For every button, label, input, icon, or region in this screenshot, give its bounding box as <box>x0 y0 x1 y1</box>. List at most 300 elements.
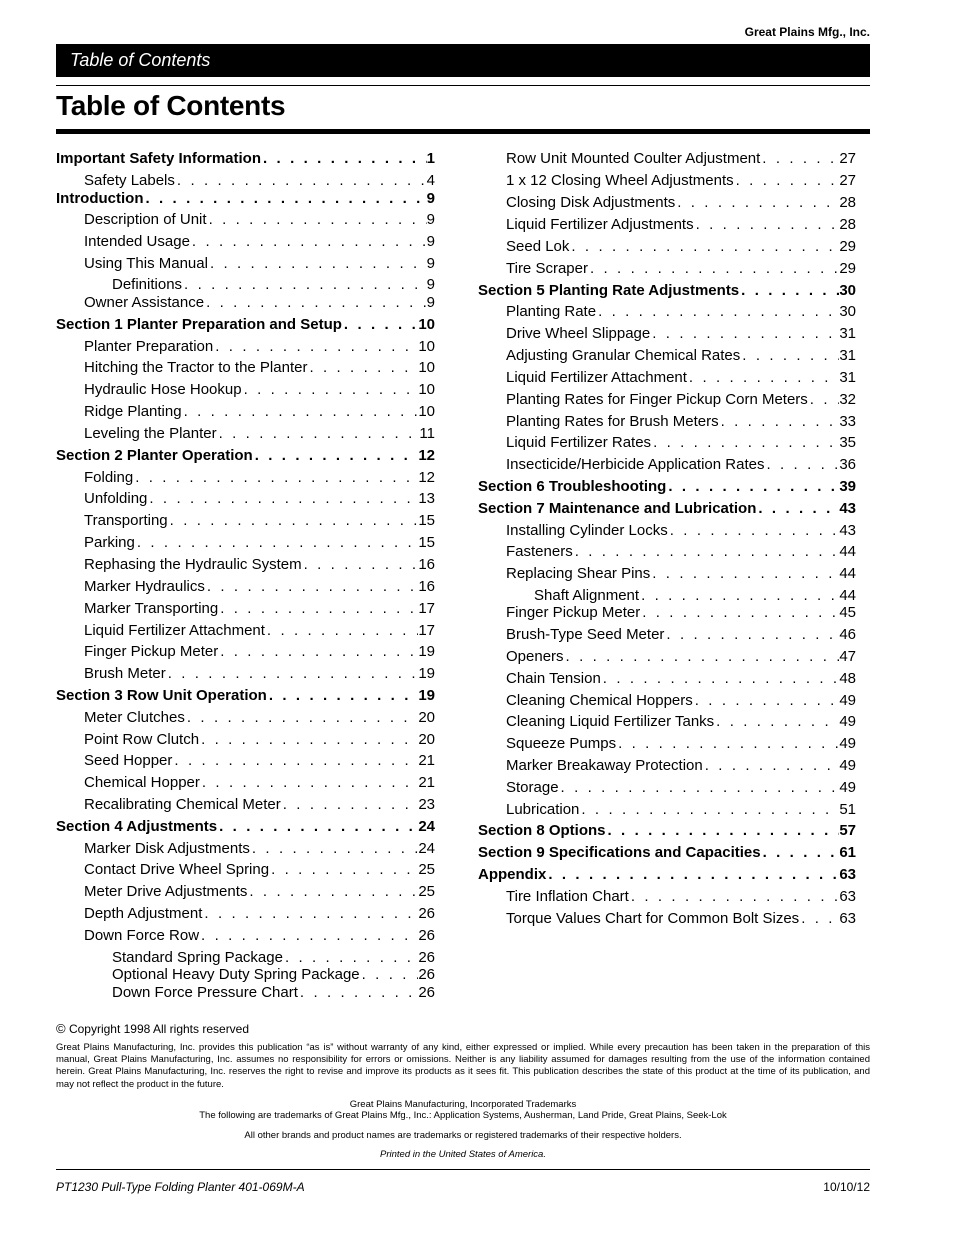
toc-entry <box>56 190 435 208</box>
toc-entry-title: Important Safety Information <box>56 150 262 167</box>
toc-entry-title: Storage <box>506 779 559 796</box>
toc-entry-title: Description of Unit <box>84 211 207 228</box>
toc-page-number: 63 <box>839 910 856 927</box>
toc-entry-title: Section 3 Row Unit Operation <box>56 687 267 704</box>
toc-entry-title: Optional Heavy Duty Spring Package <box>112 966 360 983</box>
toc-entry-title: Definitions <box>112 276 183 293</box>
toc-leader-dots <box>218 600 418 617</box>
toc-entry <box>478 500 856 518</box>
toc-entry <box>84 774 435 792</box>
toc-entry <box>84 403 435 421</box>
toc-entry <box>506 238 856 256</box>
toc-entry <box>506 604 856 622</box>
toc-leader-dots <box>199 731 418 748</box>
toc-leader-dots <box>360 966 419 983</box>
toc-entry-title: Closing Disk Adjustments <box>506 194 676 211</box>
toc-entry-title: Marker Hydraulics <box>84 578 205 595</box>
toc-leader-dots <box>302 556 419 573</box>
toc-leader-dots <box>564 648 840 665</box>
toc-leader-dots <box>147 490 418 507</box>
toc-page-number: 26 <box>418 984 435 1001</box>
toc-entry <box>84 534 435 552</box>
toc-page-number: 15 <box>418 512 435 529</box>
toc-leader-dots <box>740 347 839 364</box>
toc-leader-dots <box>588 260 839 277</box>
toc-leader-dots <box>133 469 418 486</box>
toc-page-number: 49 <box>839 735 856 752</box>
toc-entry-title: Section 8 Options <box>478 822 606 839</box>
toc-leader-dots <box>135 534 418 551</box>
toc-leader-dots <box>217 425 420 442</box>
toc-entry <box>506 303 856 321</box>
toc-leader-dots <box>651 434 839 451</box>
toc-entry <box>84 927 435 945</box>
toc-entry-title: Marker Breakaway Protection <box>506 757 703 774</box>
toc-entry <box>478 866 856 884</box>
toc-leader-dots <box>714 713 839 730</box>
toc-entry-title: Liquid Fertilizer Rates <box>506 434 652 451</box>
toc-leader-dots <box>242 381 419 398</box>
toc-leader-dots <box>693 692 840 709</box>
toc-leader-dots <box>629 888 839 905</box>
toc-page-number: 51 <box>839 801 856 818</box>
toc-leader-dots <box>307 359 418 376</box>
toc-page-number: 27 <box>839 150 856 167</box>
toc-page-number: 23 <box>418 796 435 813</box>
toc-entry-title: Row Unit Mounted Coulter Adjustment <box>506 150 761 167</box>
toc-leader-dots <box>666 478 839 495</box>
toc-leader-dots <box>182 403 419 420</box>
toc-entry <box>534 587 856 605</box>
toc-entry <box>84 211 435 229</box>
footer-date: 10/10/12 <box>823 1180 870 1194</box>
toc-entry <box>506 216 856 234</box>
toc-page-number: 25 <box>418 861 435 878</box>
toc-entry <box>478 822 856 840</box>
toc-entry-title: Point Row Clutch <box>84 731 200 748</box>
printed-notice: Printed in the United States of America. <box>380 1149 546 1160</box>
toc-page-number: 49 <box>839 692 856 709</box>
toc-entry-title: Lubrication <box>506 801 580 818</box>
toc-entry-title: Down Force Pressure Chart <box>112 984 298 1001</box>
toc-entry <box>84 796 435 814</box>
toc-page-number: 44 <box>839 543 856 560</box>
toc-leader-dots <box>205 578 418 595</box>
toc-entry <box>84 469 435 487</box>
toc-leader-dots <box>664 626 839 643</box>
toc-entry-title: Intended Usage <box>84 233 190 250</box>
toc-entry <box>84 600 435 618</box>
toc-entry-title: Section 6 Troubleshooting <box>478 478 667 495</box>
toc-leader-dots <box>756 500 839 517</box>
toc-page-number: 49 <box>839 779 856 796</box>
toc-entry <box>56 818 435 836</box>
toc-entry-title: Meter Drive Adjustments <box>84 883 248 900</box>
toc-page-number: 13 <box>418 490 435 507</box>
toc-entry-title: Contact Drive Wheel Spring <box>84 861 270 878</box>
disclaimer: Great Plains Manufacturing, Inc. provides this publication “as is” without warranty of any kind, either expressed or implied. While every precaution has been taken in the preparation of this manual, Great Plains Manufacturing, Inc. assumes no responsibility for errors or omissions. Neither is any liability assumed for damages resulting from the use of the information contained herein. Great Plains Manufacturing, Inc. reserves the right to revise and improve its products as it sees fit. This publication describes the state of this product at the time of its publication, and may not reflect the product in the future. <box>56 1042 870 1090</box>
toc-entry <box>506 713 856 731</box>
toc-entry-title: Introduction <box>56 190 144 207</box>
toc-entry <box>506 150 856 168</box>
toc-page-number: 19 <box>418 687 435 704</box>
toc-leader-dots <box>269 861 418 878</box>
toc-page-number: 9 <box>426 276 435 293</box>
toc-page-number: 9 <box>426 255 435 272</box>
toc-leader-dots <box>687 369 839 386</box>
toc-entry <box>506 692 856 710</box>
toc-entry <box>506 757 856 775</box>
footer-manual-id: PT1230 Pull-Type Folding Planter 401-069M-A <box>56 1180 305 1194</box>
toc-leader-dots <box>640 604 839 621</box>
toc-leader-dots <box>182 276 427 293</box>
toc-entry <box>56 150 435 168</box>
toc-entry <box>478 282 856 300</box>
toc-entry-title: Installing Cylinder Locks <box>506 522 668 539</box>
page-title: Table of Contents <box>56 90 286 121</box>
toc-entry-title: Ridge Planting <box>84 403 182 420</box>
toc-entry-title: Transporting <box>84 512 168 529</box>
other-brands-notice: All other brands and product names are trademarks or registered trademarks of their respective holders. <box>244 1130 682 1141</box>
toc-page-number: 49 <box>839 757 856 774</box>
toc-entry <box>478 478 856 496</box>
toc-entry <box>84 338 435 356</box>
toc-leader-dots <box>283 949 418 966</box>
toc-entry <box>84 294 435 312</box>
toc-leader-dots <box>207 211 427 228</box>
toc-entry <box>112 949 435 967</box>
toc-entry <box>56 447 435 465</box>
toc-page-number: 9 <box>426 190 435 207</box>
toc-entry-title: Adjusting Granular Chemical Rates <box>506 347 741 364</box>
toc-leader-dots <box>639 587 839 604</box>
toc-entry <box>112 276 435 294</box>
toc-page-number: 44 <box>839 587 856 604</box>
toc-entry <box>84 233 435 251</box>
toc-entry <box>84 752 435 770</box>
toc-entry-title: Hydraulic Hose Hookup <box>84 381 242 398</box>
toc-entry-title: Brush-Type Seed Meter <box>506 626 665 643</box>
toc-leader-dots <box>218 643 418 660</box>
toc-leader-dots <box>199 927 418 944</box>
toc-page-number: 20 <box>418 731 435 748</box>
toc-entry-title: Marker Disk Adjustments <box>84 840 250 857</box>
toc-page-number: 39 <box>839 478 856 495</box>
toc-entry-title: Insecticide/Herbicide Application Rates <box>506 456 765 473</box>
toc-entry <box>84 512 435 530</box>
toc-entry <box>506 648 856 666</box>
toc-page-number: 63 <box>839 888 856 905</box>
toc-page-number: 49 <box>839 713 856 730</box>
toc-page-number: 26 <box>418 927 435 944</box>
toc-leader-dots <box>172 752 418 769</box>
toc-leader-dots <box>808 391 840 408</box>
toc-entry-title: Marker Transporting <box>84 600 219 617</box>
toc-leader-dots <box>760 150 839 167</box>
copyright-icon: © <box>56 1021 66 1036</box>
toc-page-number: 16 <box>418 556 435 573</box>
toc-leader-dots <box>208 255 427 272</box>
toc-page-number: 24 <box>418 818 435 835</box>
copyright-notice <box>56 1021 249 1036</box>
toc-entry-title: Depth Adjustment <box>84 905 203 922</box>
toc-leader-dots <box>559 779 840 796</box>
toc-leader-dots <box>668 522 840 539</box>
toc-page-number: 11 <box>419 425 435 442</box>
toc-entry-title: Safety Labels <box>84 172 175 189</box>
toc-leader-dots <box>616 735 839 752</box>
toc-entry <box>506 888 856 906</box>
toc-leader-dots <box>261 150 427 167</box>
toc-entry-title: Meter Clutches <box>84 709 185 726</box>
toc-entry-title: Standard Spring Package <box>112 949 283 966</box>
toc-page-number: 1 <box>426 150 435 167</box>
toc-entry-title: Appendix <box>478 866 547 883</box>
toc-entry-title: Hitching the Tractor to the Planter <box>84 359 308 376</box>
toc-entry <box>506 735 856 753</box>
toc-leader-dots <box>579 801 839 818</box>
toc-leader-dots <box>213 338 418 355</box>
toc-leader-dots <box>190 233 427 250</box>
toc-entry-title: Planting Rates for Brush Meters <box>506 413 719 430</box>
toc-page-number: 26 <box>418 949 435 966</box>
toc-page-number: 25 <box>418 883 435 900</box>
toc-entry <box>506 543 856 561</box>
toc-entry <box>478 844 856 862</box>
toc-entry-title: Section 1 Planter Preparation and Setup <box>56 316 342 333</box>
toc-entry-title: Liquid Fertilizer Attachment <box>84 622 265 639</box>
toc-leader-dots <box>250 840 418 857</box>
toc-page-number: 47 <box>839 648 856 665</box>
toc-page-number: 45 <box>839 604 856 621</box>
toc-entry-title: Down Force Row <box>84 927 200 944</box>
toc-entry <box>84 622 435 640</box>
toc-leader-dots <box>267 687 418 704</box>
toc-entry-title: Tire Inflation Chart <box>506 888 629 905</box>
toc-page-number: 10 <box>418 359 435 376</box>
toc-entry <box>84 381 435 399</box>
toc-page-number: 24 <box>418 840 435 857</box>
toc-page-number: 30 <box>839 282 856 299</box>
toc-page-number: 35 <box>839 434 856 451</box>
toc-page-number: 21 <box>418 774 435 791</box>
toc-page-number: 33 <box>839 413 856 430</box>
toc-entry-title: Fasteners <box>506 543 573 560</box>
toc-entry <box>506 801 856 819</box>
toc-entry-title: Using This Manual <box>84 255 208 272</box>
trademark-heading: Great Plains Manufacturing, Incorporated Trademarks <box>349 1099 577 1110</box>
toc-leader-dots <box>734 172 840 189</box>
toc-leader-dots <box>253 447 419 464</box>
toc-page-number: 36 <box>839 456 856 473</box>
toc-leader-dots <box>168 512 419 529</box>
toc-page-number: 12 <box>418 469 435 486</box>
toc-page-number: 19 <box>418 665 435 682</box>
toc-entry-title: Unfolding <box>84 490 148 507</box>
toc-page-number: 9 <box>426 233 435 250</box>
toc-leader-dots <box>204 294 427 311</box>
toc-page-number: 29 <box>839 238 856 255</box>
toc-entry <box>84 840 435 858</box>
toc-leader-dots <box>764 456 839 473</box>
toc-entry <box>112 966 435 984</box>
toc-page-number: 10 <box>418 381 435 398</box>
toc-entry <box>506 347 856 365</box>
toc-entry-title: Liquid Fertilizer Attachment <box>506 369 687 386</box>
toc-entry <box>84 425 435 443</box>
toc-entry <box>506 626 856 644</box>
toc-page-number: 28 <box>839 216 856 233</box>
toc-page-number: 15 <box>418 534 435 551</box>
toc-entry-title: Cleaning Liquid Fertilizer Tanks <box>506 713 715 730</box>
toc-page-number: 9 <box>426 211 435 228</box>
toc-page-number: 17 <box>418 600 435 617</box>
toc-leader-dots <box>298 984 418 1001</box>
toc-entry <box>506 172 856 190</box>
toc-entry <box>84 359 435 377</box>
toc-leader-dots <box>761 844 840 861</box>
toc-leader-dots <box>166 665 419 682</box>
toc-entry-title: Section 5 Planting Rate Adjustments <box>478 282 740 299</box>
toc-entry <box>84 861 435 879</box>
toc-entry <box>84 883 435 901</box>
toc-entry-title: Openers <box>506 648 564 665</box>
toc-entry-title: Tire Scraper <box>506 260 588 277</box>
toc-entry <box>506 522 856 540</box>
toc-entry-title: Parking <box>84 534 135 551</box>
copyright-text: Copyright 1998 All rights reserved <box>68 1022 250 1036</box>
toc-leader-dots <box>739 282 839 299</box>
toc-page-number: 43 <box>839 500 856 517</box>
toc-leader-dots <box>546 866 839 883</box>
toc-page-number: 31 <box>839 347 856 364</box>
toc-entry-title: Liquid Fertilizer Adjustments <box>506 216 694 233</box>
toc-entry <box>506 260 856 278</box>
toc-leader-dots <box>675 194 839 211</box>
toc-page-number: 17 <box>418 622 435 639</box>
toc-entry-title: Chemical Hopper <box>84 774 200 791</box>
toc-leader-dots <box>342 316 418 333</box>
toc-page-number: 44 <box>839 565 856 582</box>
toc-entry <box>506 413 856 431</box>
toc-entry <box>506 325 856 343</box>
toc-entry-title: Section 7 Maintenance and Lubrication <box>478 500 757 517</box>
toc-entry-title: Seed Hopper <box>84 752 173 769</box>
toc-entry <box>56 687 435 705</box>
toc-leader-dots <box>143 190 426 207</box>
toc-entry <box>84 709 435 727</box>
company-name: Great Plains Mfg., Inc. <box>744 25 870 39</box>
toc-entry <box>506 194 856 212</box>
toc-entry-title: Folding <box>84 469 134 486</box>
toc-leader-dots <box>799 910 839 927</box>
toc-leader-dots <box>217 818 418 835</box>
toc-entry <box>84 731 435 749</box>
toc-entry-title: Recalibrating Chemical Meter <box>84 796 281 813</box>
toc-entry-title: Brush Meter <box>84 665 166 682</box>
toc-entry-title: Planting Rates for Finger Pickup Corn Meters <box>506 391 808 408</box>
toc-page-number: 26 <box>418 966 435 983</box>
toc-entry-title: Leveling the Planter <box>84 425 217 442</box>
toc-page-number: 21 <box>418 752 435 769</box>
toc-page-number: 48 <box>839 670 856 687</box>
toc-leader-dots <box>200 774 418 791</box>
toc-leader-dots <box>265 622 418 639</box>
toc-page-number: 12 <box>418 447 435 464</box>
toc-entry-title: Finger Pickup Meter <box>84 643 219 660</box>
toc-entry <box>84 665 435 683</box>
toc-entry-title: Drive Wheel Slippage <box>506 325 651 342</box>
toc-page-number: 20 <box>418 709 435 726</box>
toc-entry <box>506 670 856 688</box>
toc-page-number: 16 <box>418 578 435 595</box>
toc-page-number: 10 <box>418 338 435 355</box>
toc-leader-dots <box>606 822 840 839</box>
toc-page-number: 46 <box>839 626 856 643</box>
toc-page-number: 31 <box>839 369 856 386</box>
toc-entry-title: Squeeze Pumps <box>506 735 617 752</box>
toc-entry-title: Section 2 Planter Operation <box>56 447 253 464</box>
toc-page-number: 28 <box>839 194 856 211</box>
footer-divider <box>56 1169 870 1170</box>
toc-page-number: 10 <box>418 316 435 333</box>
toc-entry-title: Finger Pickup Meter <box>506 604 641 621</box>
toc-entry-title: Cleaning Chemical Hoppers <box>506 692 693 709</box>
toc-leader-dots <box>601 670 840 687</box>
toc-entry-title: Shaft Alignment <box>534 587 640 604</box>
toc-entry <box>84 556 435 574</box>
toc-entry <box>506 434 856 452</box>
toc-entry-title: Section 4 Adjustments <box>56 818 218 835</box>
toc-page-number: 32 <box>839 391 856 408</box>
toc-page-number: 10 <box>418 403 435 420</box>
toc-entry <box>506 456 856 474</box>
toc-page-number: 57 <box>839 822 856 839</box>
toc-entry <box>506 391 856 409</box>
toc-entry <box>112 984 435 1002</box>
toc-entry <box>84 578 435 596</box>
toc-page-number: 43 <box>839 522 856 539</box>
toc-entry <box>506 779 856 797</box>
toc-entry-title: Section 9 Specifications and Capacities <box>478 844 761 861</box>
toc-leader-dots <box>703 757 840 774</box>
toc-entry <box>84 255 435 273</box>
toc-entry-title: Replacing Shear Pins <box>506 565 651 582</box>
toc-leader-dots <box>650 325 839 342</box>
toc-entry-title: 1 x 12 Closing Wheel Adjustments <box>506 172 734 189</box>
toc-entry <box>506 910 856 928</box>
toc-page-number: 61 <box>839 844 856 861</box>
toc-entry <box>84 172 435 190</box>
toc-entry-title: Seed Lok <box>506 238 570 255</box>
toc-entry-title: Owner Assistance <box>84 294 205 311</box>
toc-entry <box>84 905 435 923</box>
trademark-list: The following are trademarks of Great Plains Mfg., Inc.: Application Systems, Ausherman, Land Pride, Great Plains, Seek-Lok <box>199 1110 727 1121</box>
toc-entry <box>506 565 856 583</box>
toc-entry <box>56 316 435 334</box>
toc-leader-dots <box>281 796 419 813</box>
toc-page-number: 31 <box>839 325 856 342</box>
toc-leader-dots <box>719 413 840 430</box>
toc-entry-title: Planter Preparation <box>84 338 214 355</box>
toc-leader-dots <box>175 172 427 189</box>
toc-leader-dots <box>573 543 840 560</box>
toc-entry <box>84 643 435 661</box>
toc-leader-dots <box>596 303 839 320</box>
section-banner: Table of Contents <box>56 44 870 77</box>
title-divider <box>56 129 870 134</box>
toc-entry <box>506 369 856 387</box>
